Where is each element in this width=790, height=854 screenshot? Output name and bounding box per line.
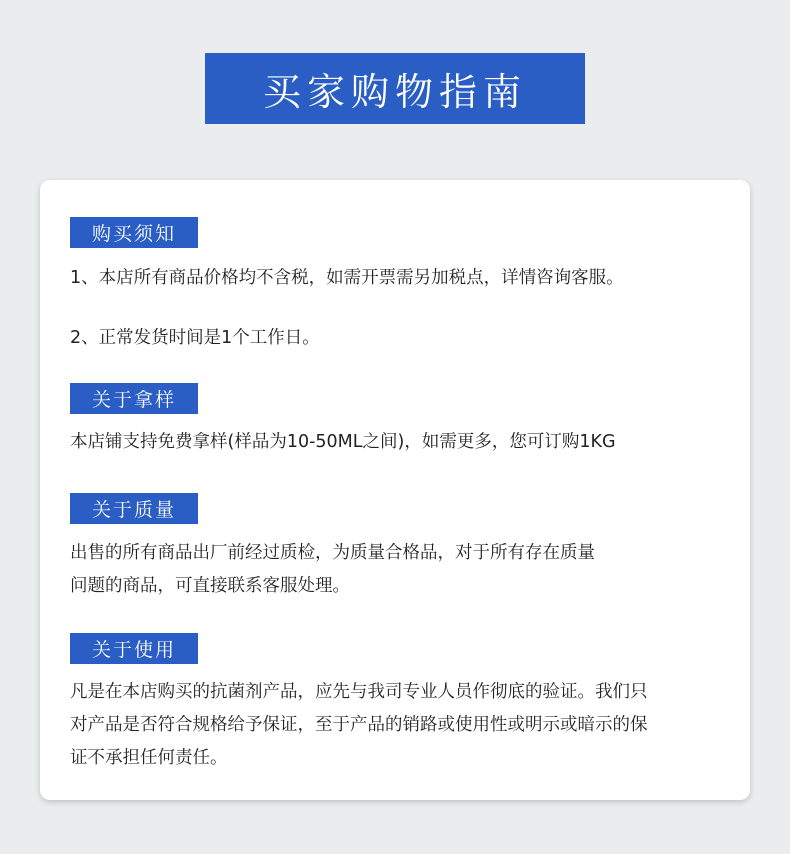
quality-text: 出售的所有商品出厂前经过质检，为质量合格品，对于所有存在质量 问题的商品，可直接联系客服处理。 bbox=[70, 543, 595, 596]
section-heading-quality: 关于质量 bbox=[70, 493, 198, 524]
samples-text: 本店铺支持免费拿样(样品为10-50ML之间)，如需更多，您可订购1KG bbox=[70, 432, 616, 452]
usage-text: 凡是在本店购买的抗菌剂产品，应先与我司专业人员作彻底的验证。我们只 对产品是否符合规格给予保证，至于产品的销路或使用性或明示或暗示的保 证不承担任何责任。 bbox=[70, 682, 648, 768]
purchase-note-2: 2、正常发货时间是1个工作日。 bbox=[70, 328, 320, 348]
purchase-note-1: 1、本店所有商品价格均不含税，如需开票需另加税点，详情咨询客服。 bbox=[70, 268, 624, 288]
guide-card bbox=[40, 180, 750, 800]
section-heading-usage: 关于使用 bbox=[70, 633, 198, 664]
section-heading-samples: 关于拿样 bbox=[70, 383, 198, 414]
section-heading-purchase: 购买须知 bbox=[70, 217, 198, 248]
page-title: 买家购物指南 bbox=[205, 53, 585, 124]
